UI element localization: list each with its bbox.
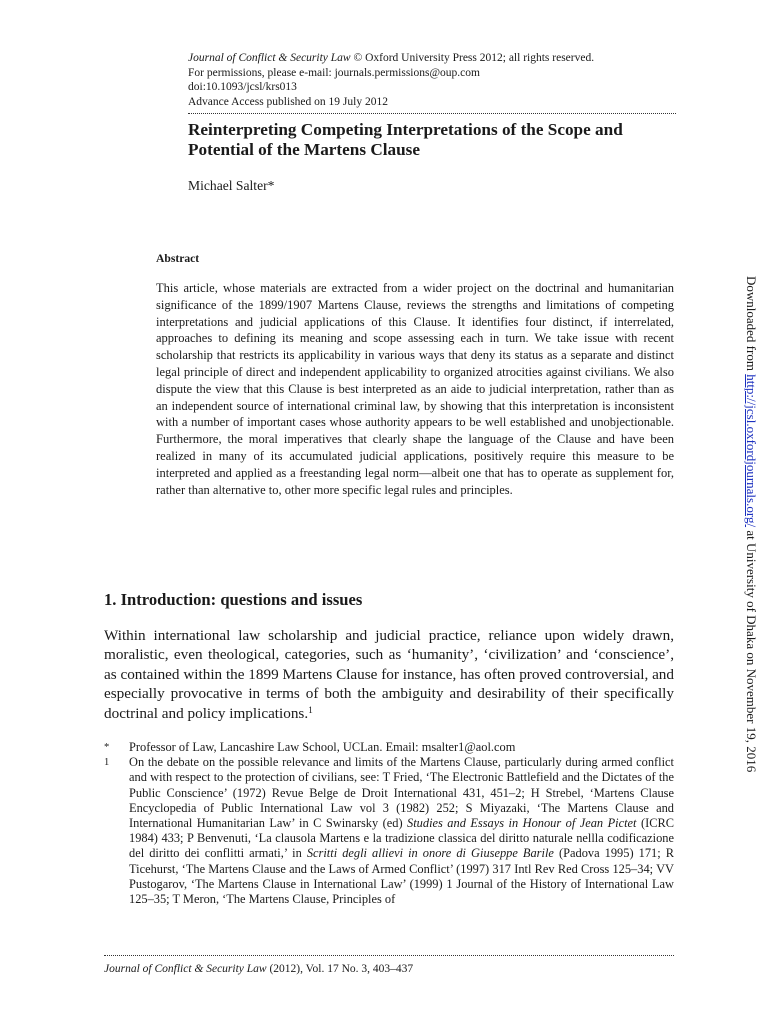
footnotes	[104, 740, 674, 907]
download-watermark-text	[743, 276, 759, 772]
running-header	[188, 51, 676, 109]
download-watermark	[743, 276, 759, 773]
footnote-part: (Padova 1995) 171; R Ticehurst, ‘The Martens Clause and the Laws of Armed Conflict’ (1997) 317 Intl Rev Red Cross 125–34; VV Pustogarov, ‘The Martens Clause in International Law’ (1999) 1 Journal of the History of International Law 125–35; T Meron, ‘The Martens Clause, Principles of	[129, 846, 675, 907]
footnote-part-italic: Studies and Essays in Honour of Jean Pictet	[407, 816, 637, 831]
footnote-text	[129, 755, 674, 907]
footnote-mark: 1	[104, 757, 110, 769]
journal-url-link[interactable]: http://jcsl.oxfordjournals.org/	[744, 374, 759, 528]
author-line	[188, 178, 274, 194]
abstract-heading: Abstract	[156, 252, 200, 265]
header-journal-name: Journal of Conflict & Security Law	[188, 52, 351, 64]
footnote-part: On the debate on the possible relevance and limits of the Martens Clause, particularly during armed conflict and with respect to the protection of civilians, see: T Fried, ‘The Electronic Battlefield and the Dictates of the Public Conscience’ (1972) Revue Belge de Droit International 431, 451–2; H Strebel, ‘Martens Clause Encyclopedia of Public International Law vol 3 (1982) 252; S Miyazaki, ‘The Martens Clause and International Humanitarian Law’ in C Swinarsky (ed)	[129, 755, 674, 831]
header-permissions: For permissions, please e-mail: journals.permissions@oup.com	[188, 66, 480, 79]
intro-paragraph-text: Within international law scholarship and judicial practice, reliance upon widely drawn, moralistic, even theological, categories, such as ‘humanity’, ‘civilization’ and ‘conscience’, as contained within the 1899 Martens Clause for instance, has often proved controversial, and especially provocative in terms of both the ambiguity and desirability of their specifically doctrinal and policy implications.	[104, 627, 674, 722]
footnote-text	[129, 740, 674, 755]
author-name: Michael Salter	[188, 178, 268, 193]
section-heading: 1. Introduction: questions and issues	[104, 590, 363, 609]
footnote-1	[104, 755, 674, 907]
footnote-reference: 1	[308, 705, 313, 716]
abstract-text: This article, whose materials are extracted from a wider project on the doctrinal and humanitarian significance of the 1899/1907 Martens Clause, reviews the strengths and limitations of competing interpretations and judicial applications of this Clause. It identifies four distinct, if interrelated, approaches to defining its meaning and scope assessing each in turn. We take issue with recent scholarship that restricts its applicability in various ways that deny its status as a separate and distinct legal principle of direct and independent applicability to organized atrocities against civilians. We also dispute the view that this Clause is best interpreted as an aide to judicial interpretation, rather than as an independent source of international criminal law, by showing that this interpretation is inconsistent with a number of important cases whose authority appears to be well established and unobjectionable. Furthermore, the moral imperatives that clearly shape the language of the Clause and have been realized in many of its accumulated judicial applications, positively require this measure to be interpreted and applied as a freestanding legal norm—albeit one that has to operate as supplement for, rather than alternative to, other more specific legal rules and principles.	[156, 281, 674, 497]
footnote-part: Professor of Law, Lancashire Law School, UCLan. Email: msalter1@aol.com	[129, 740, 516, 754]
header-doi: doi:10.1093/jcsl/krs013	[188, 81, 297, 94]
download-prefix: Downloaded from	[744, 276, 759, 375]
article-title: Reinterpreting Competing Interpretations of the Scope and Potential of the Martens Clause	[188, 120, 623, 159]
journal-rights-line	[188, 51, 676, 66]
running-footer	[104, 963, 413, 975]
header-rights: © Oxford University Press 2012; all rights reserved.	[350, 52, 595, 64]
footnote-part-italic: Scritti degli allievi in onore di Giuseppe Barile	[306, 846, 554, 861]
footer-divider	[104, 955, 674, 956]
header-divider	[188, 113, 676, 114]
header-advance-access: Advance Access published on 19 July 2012	[188, 95, 388, 108]
footnote-mark: *	[104, 742, 110, 753]
download-suffix: at University of Dhaka on November 19, 2016	[744, 527, 759, 773]
footnote-part: (ICRC 1984) 433; P Benvenuti, ‘La clausola Martens e la tradizione classica del diritto naturale nellla codificazione del diritto dei conflitti armati,’ in	[129, 816, 675, 861]
footnote-author	[104, 740, 674, 755]
author-footnote-mark: *	[267, 178, 275, 193]
footer-citation: (2012), Vol. 17 No. 3, 403–437	[266, 963, 414, 975]
footer-journal-name: Journal of Conflict & Security Law	[104, 963, 267, 975]
intro-paragraph	[104, 626, 674, 723]
